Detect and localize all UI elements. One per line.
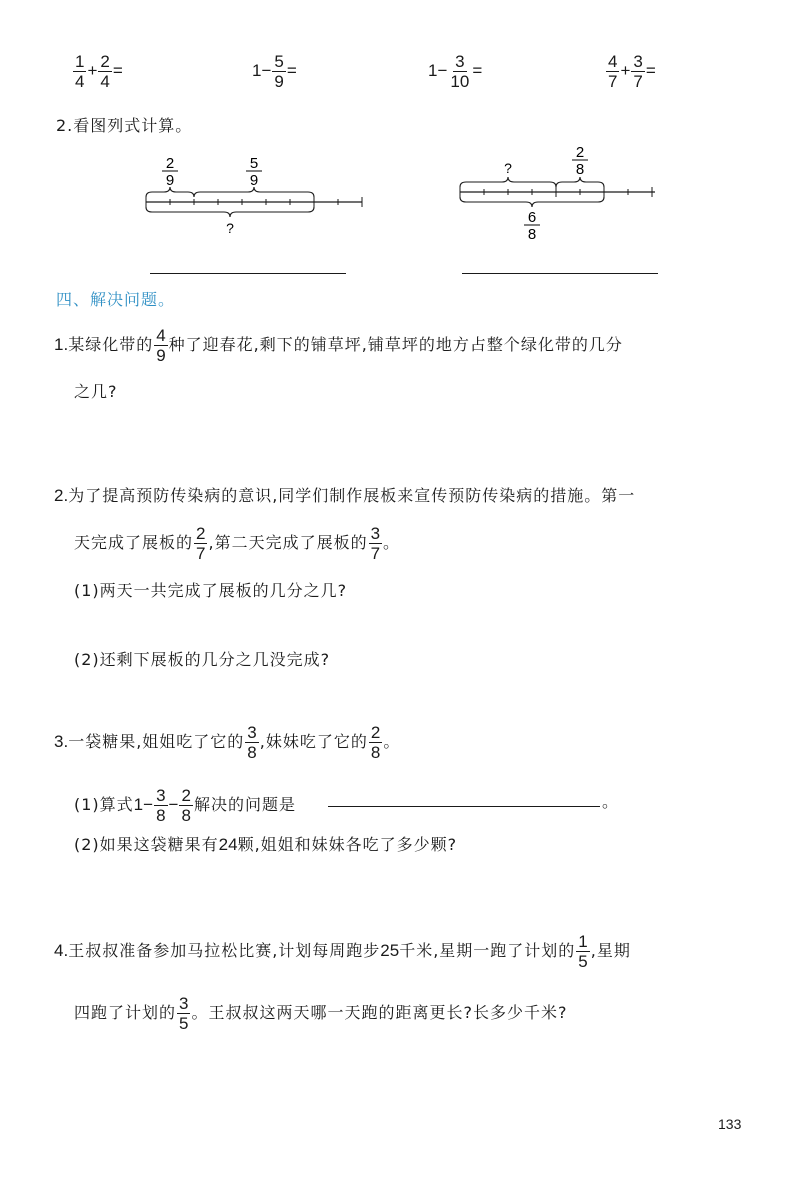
fraction: $\frac{3}{7}$ xyxy=(633,52,643,91)
fraction: $\frac{1}{5}$ xyxy=(578,932,588,971)
fraction: $\frac{2}{7}$ xyxy=(196,524,206,563)
label-fraction-denominator: 8 xyxy=(575,161,585,178)
fraction: $\frac{3}{7}$ xyxy=(370,524,381,563)
fraction: $\frac{4}{7}$ xyxy=(608,52,618,91)
problem-4-line-2: 四跑了计划的 $\frac{3}{5}$ 。王叔叔这两天哪一天跑的距离更长?长多少千米? xyxy=(74,994,568,1033)
fraction: $\frac{4}{9}$ xyxy=(156,326,166,365)
fraction: $\frac{3}{8}$ xyxy=(247,723,257,762)
label-unknown: ? xyxy=(226,220,234,236)
problem-3-sub-1-end: 。 xyxy=(602,792,620,811)
label-fraction-numerator: 6 xyxy=(527,209,537,226)
problem-3-line-1: 3.一袋糖果,姐姐吃了它的 $\frac{3}{8}$ ,妹妹吃了它的 $\frac{2}{8}$ 。 xyxy=(54,723,401,762)
fraction: $\frac{3}{8}$ xyxy=(156,786,166,825)
answer-line-left[interactable] xyxy=(150,273,346,274)
page-number: 133 xyxy=(718,1116,742,1132)
fraction: $\frac{3}{5}$ xyxy=(179,994,189,1033)
diagram-right xyxy=(450,140,670,245)
problem-2-line-2: 天完成了展板的 $\frac{2}{7}$ ,第二天完成了展板的 $\frac{3}{7}$ 。 xyxy=(74,524,401,563)
problem-1-line-1: 1.某绿化带的 $\frac{4}{9}$ 种了迎春花,剩下的铺草坪,铺草坪的地方占整个绿化带的几分 xyxy=(54,326,623,365)
calc-item-2: 1− $\frac{5}{9}$ = xyxy=(252,52,297,91)
label-fraction-denominator: 9 xyxy=(165,172,175,189)
problem-2-sub-1: (1)两天一共完成了展板的几分之几? xyxy=(74,581,348,600)
fraction: $\frac{5}{9}$ xyxy=(274,52,284,91)
brace-top-unknown xyxy=(460,177,556,187)
label-fraction-numerator: 2 xyxy=(575,144,585,161)
label-fraction-denominator: 8 xyxy=(527,226,537,243)
question-2-label: 2.看图列式计算。 xyxy=(56,116,193,135)
fraction: $\frac{2}{8}$ xyxy=(181,786,191,825)
brace-bottom xyxy=(460,197,604,207)
problem-2-line-1: 2.为了提高预防传染病的意识,同学们制作展板来宣传预防传染病的措施。第一 xyxy=(54,486,636,505)
problem-4-line-1: 4.王叔叔准备参加马拉松比赛,计划每周跑步25千米,星期一跑了计划的 $\frac{1}{5}$ ,星期 xyxy=(54,932,631,971)
diagram-left xyxy=(140,145,370,240)
problem-1-line-2: 之几? xyxy=(74,382,118,401)
answer-line-right[interactable] xyxy=(462,273,658,274)
calc-item-4: $\frac{4}{7}$ + $\frac{3}{7}$ = xyxy=(608,52,656,91)
answer-blank[interactable] xyxy=(328,806,600,807)
fraction: $\frac{1}{4}$ xyxy=(75,52,85,91)
section-heading: 四、解决问题。 xyxy=(56,290,176,309)
fraction: $\frac{2}{8}$ xyxy=(370,723,381,762)
fraction: $\frac{2}{4}$ xyxy=(100,52,110,91)
problem-3-sub-1: (1)算式1− $\frac{3}{8}$ − $\frac{2}{8}$ 解决的问题是 xyxy=(74,786,296,825)
brace-top-known xyxy=(556,177,604,187)
problem-2-sub-2: (2)还剩下展板的几分之几没完成? xyxy=(74,650,331,669)
problem-3-sub-2: (2)如果这袋糖果有24颗,姐姐和妹妹各吃了多少颗? xyxy=(74,835,458,854)
fraction: $\frac{3}{10}$ xyxy=(450,52,470,91)
label-fraction-numerator: 5 xyxy=(249,155,259,172)
brace-bottom xyxy=(146,207,314,217)
label-unknown: ? xyxy=(504,160,512,176)
label-fraction-numerator: 2 xyxy=(165,155,175,172)
calc-item-3: 1− $\frac{3}{10}$ = xyxy=(428,52,483,91)
calc-item-1: $\frac{1}{4}$ + $\frac{2}{4}$ = xyxy=(75,52,123,91)
label-fraction-denominator: 9 xyxy=(249,172,259,189)
